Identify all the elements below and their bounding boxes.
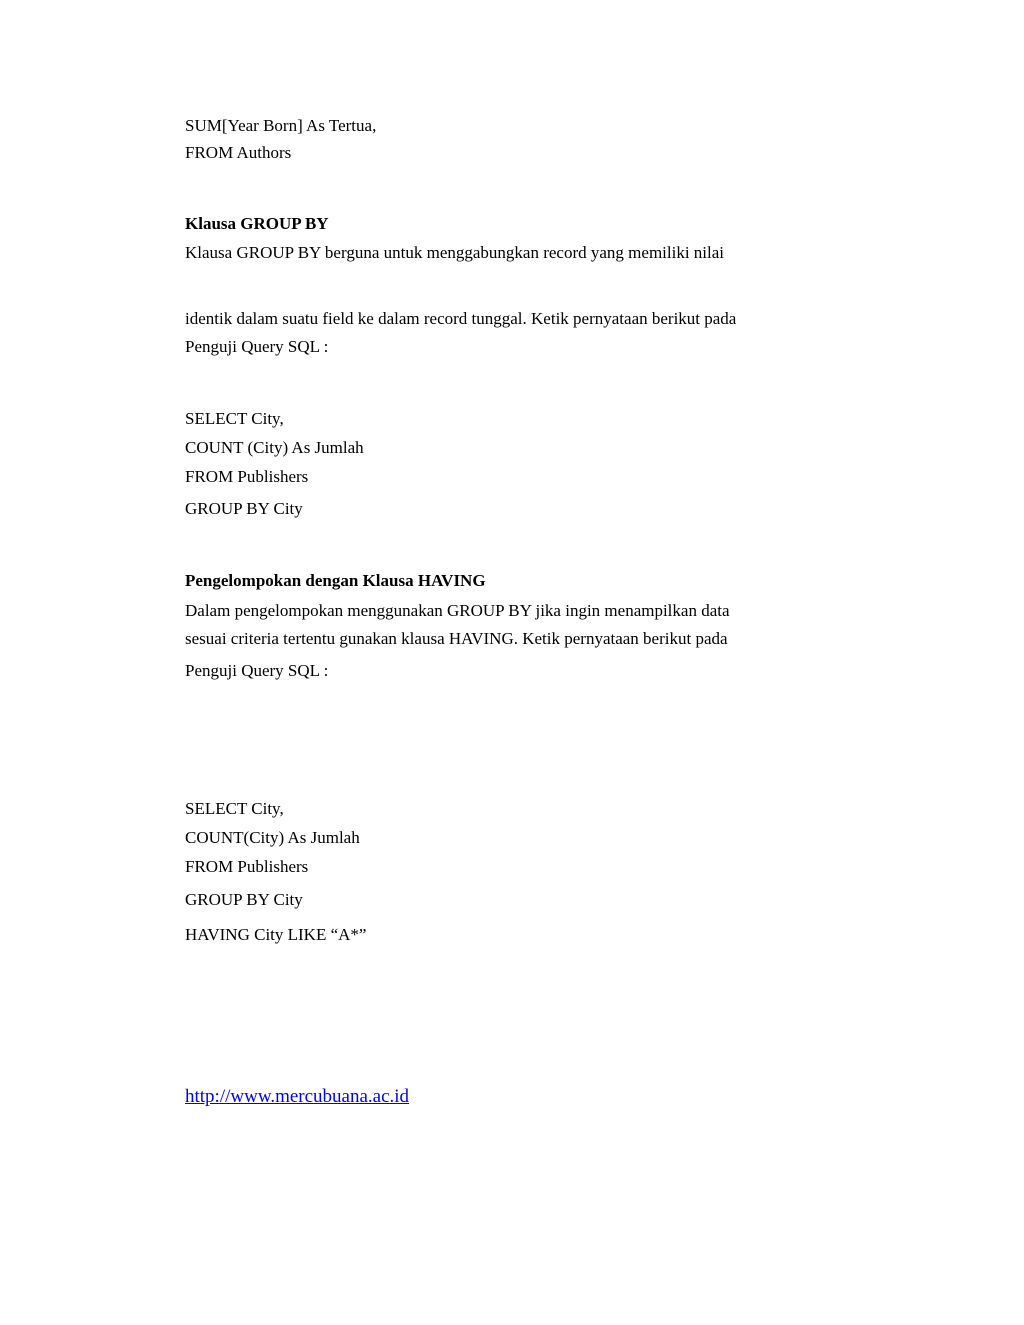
heading-having: Pengelompokan dengan Klausa HAVING <box>185 571 486 590</box>
paragraph-having-line-2: sesuai criteria tertentu gunakan klausa HAVING. Ketik pernyataan berikut pada <box>185 629 728 648</box>
heading-group-by: Klausa GROUP BY <box>185 214 329 233</box>
code-line-count-city: COUNT(City) As Jumlah <box>185 828 360 847</box>
code-line-from-publishers: FROM Publishers <box>185 467 309 486</box>
code-line-select-city: SELECT City, <box>185 799 284 818</box>
code-line-count-city: COUNT (City) As Jumlah <box>185 438 364 457</box>
paragraph-having-line-1: Dalam pengelompokan menggunakan GROUP BY jika ingin menampilkan data <box>185 601 730 620</box>
paragraph-group-by-line-1: Klausa GROUP BY berguna untuk menggabungkan record yang memiliki nilai <box>185 243 725 262</box>
code-line-group-by-city: GROUP BY City <box>185 890 303 909</box>
code-line-group-by-city: GROUP BY City <box>185 499 303 518</box>
footer-website-link[interactable]: http://www.mercubuana.ac.id <box>185 1086 410 1107</box>
code-line-from-publishers: FROM Publishers <box>185 857 309 876</box>
code-line-select-city: SELECT City, <box>185 409 284 428</box>
paragraph-group-by-line-3: Penguji Query SQL : <box>185 337 329 356</box>
code-line-sum-year-born: SUM[Year Born] As Tertua, <box>185 116 377 135</box>
code-line-from-authors: FROM Authors <box>185 143 292 162</box>
paragraph-having-line-3: Penguji Query SQL : <box>185 661 329 680</box>
paragraph-group-by-line-2: identik dalam suatu field ke dalam record tunggal. Ketik pernyataan berikut pada <box>185 309 737 328</box>
code-line-having-city-like: HAVING City LIKE “A*” <box>185 925 367 944</box>
